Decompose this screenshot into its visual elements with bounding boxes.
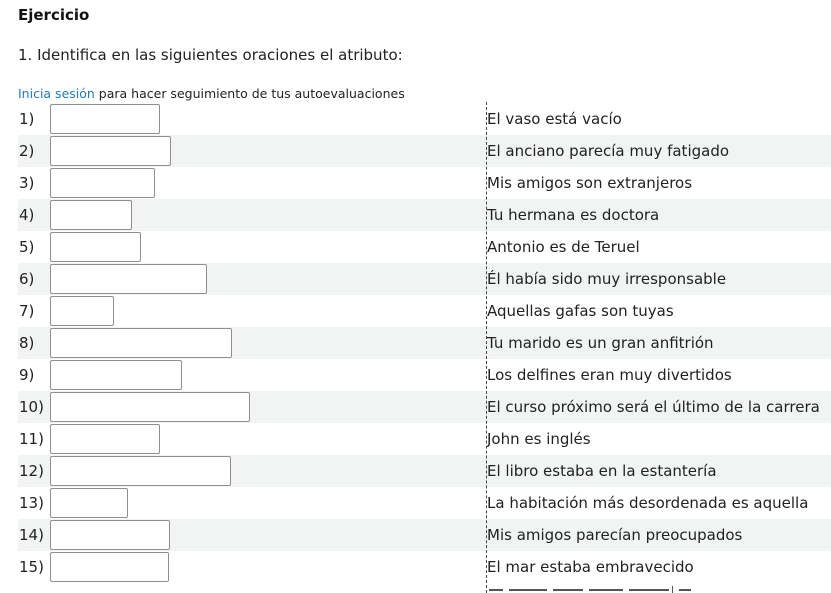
- exercise-row: [18, 199, 831, 231]
- exercise-row: [18, 135, 831, 167]
- item-number: 1): [19, 110, 35, 128]
- exercise-row: [18, 423, 831, 455]
- item-sentence: Los delfines eran muy divertidos: [487, 366, 732, 384]
- item-sentence: El vaso está vacío: [487, 110, 622, 128]
- exercise-row: [18, 295, 831, 327]
- item-sentence: Él había sido muy irresponsable: [487, 270, 727, 288]
- answer-input[interactable]: [50, 200, 132, 230]
- answer-input[interactable]: [50, 360, 182, 390]
- exercise-row: [18, 487, 831, 519]
- item-number: 5): [19, 238, 35, 256]
- login-link[interactable]: Inicia sesión: [18, 86, 95, 101]
- exercise-row: [18, 519, 831, 551]
- item-number: 4): [19, 206, 35, 224]
- item-sentence: Tu marido es un gran anfitrión: [487, 334, 714, 352]
- item-sentence: El curso próximo será el último de la carrera: [487, 398, 820, 416]
- cut-off-row: [487, 586, 707, 593]
- answer-input[interactable]: [50, 296, 114, 326]
- item-sentence: El anciano parecía muy fatigado: [487, 142, 730, 160]
- column-divider: [486, 102, 487, 593]
- answer-input[interactable]: [50, 104, 160, 134]
- item-sentence: Aquellas gafas son tuyas: [487, 302, 674, 320]
- login-notice: [18, 86, 405, 101]
- item-sentence: Mis amigos son extranjeros: [487, 174, 693, 192]
- answer-input[interactable]: [50, 328, 232, 358]
- exercise-title: Ejercicio: [18, 6, 90, 24]
- item-sentence: El libro estaba en la estantería: [487, 462, 717, 480]
- item-number: 6): [19, 270, 35, 288]
- exercise-rows: [18, 103, 831, 583]
- item-sentence: El mar estaba embravecido: [487, 558, 694, 576]
- answer-input[interactable]: [50, 488, 128, 518]
- answer-input[interactable]: [50, 168, 155, 198]
- answer-input[interactable]: [50, 264, 207, 294]
- exercise-row: [18, 455, 831, 487]
- exercise-prompt: 1. Identifica en las siguientes oraciones el atributo:: [18, 46, 403, 64]
- answer-input[interactable]: [50, 392, 250, 422]
- item-sentence: John es inglés: [487, 430, 591, 448]
- item-number: 9): [19, 366, 35, 384]
- answer-input[interactable]: [50, 456, 231, 486]
- exercise-row: [18, 103, 831, 135]
- item-number: 3): [19, 174, 35, 192]
- item-number: 11): [19, 430, 44, 448]
- exercise-row: [18, 551, 831, 583]
- item-sentence: Mis amigos parecían preocupados: [487, 526, 743, 544]
- login-notice-text: para hacer seguimiento de tus autoevaluaciones: [94, 86, 405, 101]
- answer-input[interactable]: [50, 424, 160, 454]
- answer-input[interactable]: [50, 552, 169, 582]
- item-number: 14): [19, 526, 44, 544]
- item-number: 2): [19, 142, 35, 160]
- exercise-row: [18, 167, 831, 199]
- item-sentence: Antonio es de Teruel: [487, 238, 640, 256]
- item-number: 10): [19, 398, 44, 416]
- item-number: 15): [19, 558, 44, 576]
- exercise-row: [18, 327, 831, 359]
- item-number: 7): [19, 302, 35, 320]
- item-number: 8): [19, 334, 35, 352]
- answer-input[interactable]: [50, 520, 170, 550]
- exercise-row: [18, 231, 831, 263]
- answer-input[interactable]: [50, 136, 171, 166]
- item-sentence: La habitación más desordenada es aquella: [487, 494, 809, 512]
- item-number: 12): [19, 462, 44, 480]
- item-sentence: Tu hermana es doctora: [487, 206, 660, 224]
- exercise-row: [18, 359, 831, 391]
- exercise-row: [18, 391, 831, 423]
- exercise-row: [18, 263, 831, 295]
- item-number: 13): [19, 494, 44, 512]
- answer-input[interactable]: [50, 232, 141, 262]
